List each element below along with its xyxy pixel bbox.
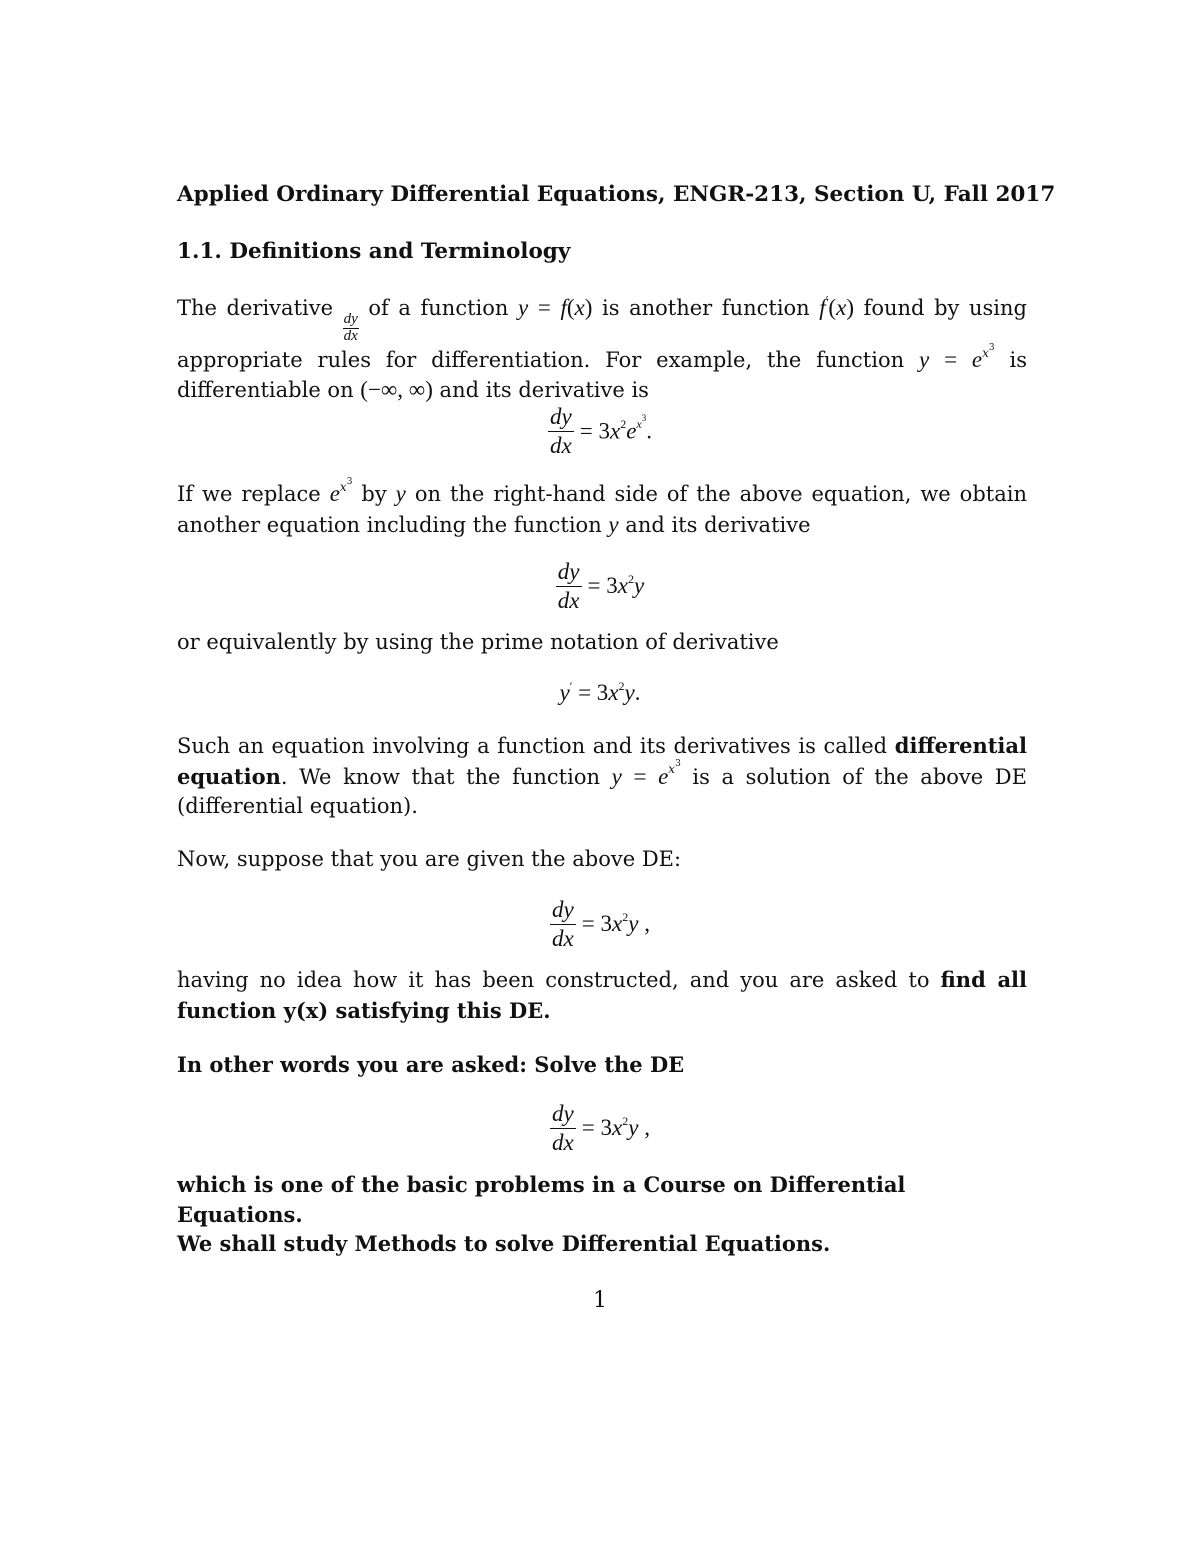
paragraph-course-statement: which is one of the basic problems in a Course on Differential Equations. We shall study Methods to solve Differential Equations. <box>177 1172 906 1256</box>
document-title: Applied Ordinary Differential Equations, ENGR-213, Section U, Fall 2017 <box>177 182 1056 207</box>
equation-dy-dx-y: $\frac{dy}{dx}$ = $3x^2y$ <box>557 559 645 613</box>
paragraph-solve-the-de: In other words you are asked: Solve the DE <box>177 1052 685 1077</box>
dy-dx-inline: $\frac{dy}{dx}$ <box>343 311 358 344</box>
paragraph-derivative-definition: The derivative $\frac{dy}{dx}$ of a function y = f(x) is another function f′(x) found by using appropriate rules for differentiation. For example, the function $y = e^{x^3}$ is differentiable on (−∞, ∞) and its derivative is <box>177 293 1027 403</box>
section-heading: 1.1. Definitions and Terminology <box>177 239 571 264</box>
equation-de-solve: $\frac{dy}{dx}$ = $3x^2y$ , <box>552 1101 650 1155</box>
equation-dy-dx-exp: $\frac{dy}{dx}$ = $3x^2e^{x^3}$. <box>550 404 652 458</box>
equation-prime: $y' = 3x^2y$. <box>559 678 641 705</box>
page-number: 1 <box>593 1288 607 1313</box>
equation-de-given: $\frac{dy}{dx}$ = $3x^2y$ , <box>552 897 650 951</box>
paragraph-differential-equation: Such an equation involving a function and its derivatives is called differential equation. We know that the function $y = e^{x^3}$ is a solution of the above DE (differential equation). <box>177 733 1027 818</box>
paragraph-find-functions: having no idea how it has been constructed, and you are asked to find all function y(x) satisfying this DE. <box>177 967 1028 1023</box>
paragraph-given-de: Now, suppose that you are given the above DE: <box>177 847 682 871</box>
paragraph-replace: If we replace $e^{x^3}$ by y on the right-hand side of the above equation, we obtain another equation including the function y and its derivative <box>177 476 1027 537</box>
paragraph-prime-notation: or equivalently by using the prime notation of derivative <box>177 630 779 654</box>
